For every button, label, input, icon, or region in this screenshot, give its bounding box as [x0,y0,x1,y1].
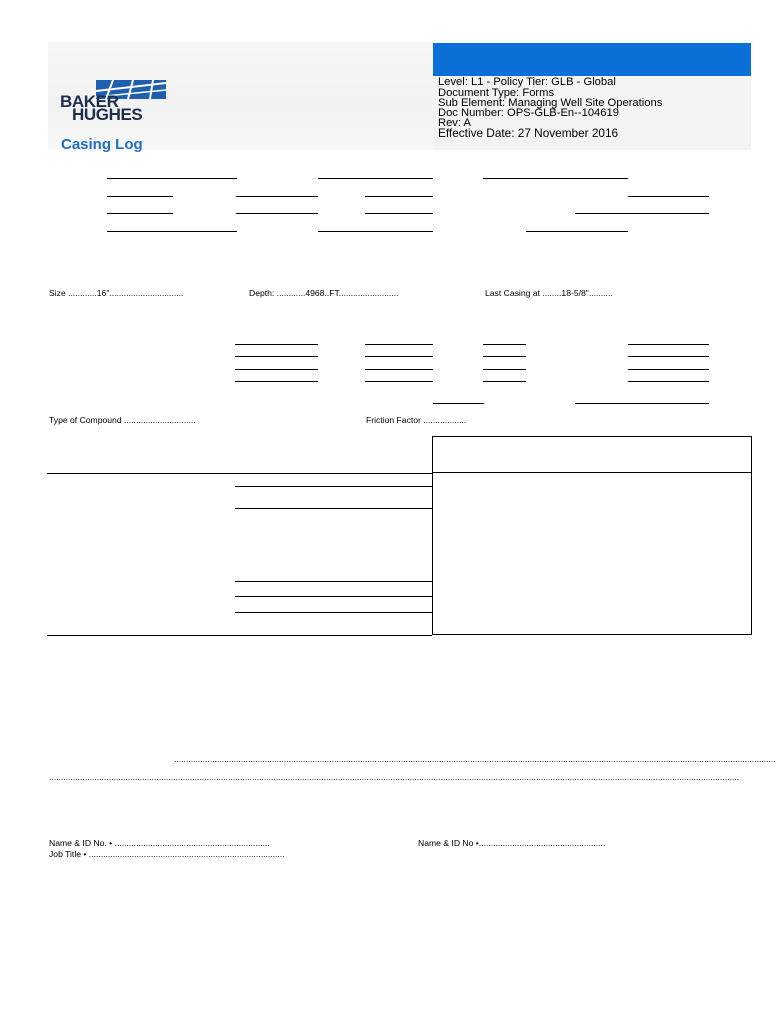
field-line[interactable] [365,344,433,345]
name-id-right: Name & ID No •..................................................... [418,838,606,848]
meta-level: Level: L1 - Policy Tier: GLB - Global [438,76,616,88]
casing-size: Size ............16"............................... [49,288,184,298]
friction-factor: Friction Factor .................. [366,415,467,425]
field-line[interactable] [318,231,433,232]
field-line[interactable] [365,369,433,370]
field-line[interactable] [318,178,433,179]
field-line[interactable] [235,381,318,382]
field-line[interactable] [575,403,709,404]
type-of-compound: Type of Compound .............................. [49,415,196,425]
field-line[interactable] [628,381,709,382]
casing-depth: Depth: ............4968..FT......................... [249,288,399,298]
job-title: Job Title • .................................................................................. [49,849,285,859]
field-line[interactable] [628,196,709,197]
field-line[interactable] [235,356,318,357]
remarks-line-2[interactable]: ................................................................................................................................................................................................................................................................................................. [49,772,740,782]
field-line[interactable] [628,369,709,370]
header-accent-bar [433,43,751,76]
table-header-box [432,436,752,473]
field-line[interactable] [236,196,318,197]
table-right-box[interactable] [432,473,752,635]
remarks-line-1[interactable]: ............................................................................................................................................................................................................................................................ [174,754,776,764]
field-line[interactable] [365,213,433,214]
document-meta [433,76,751,150]
field-line[interactable] [235,344,318,345]
field-line[interactable] [365,356,433,357]
field-line[interactable] [526,231,628,232]
company-logo [58,79,170,125]
field-line[interactable] [483,178,628,179]
field-line[interactable] [365,381,433,382]
field-line[interactable] [107,196,173,197]
last-casing: Last Casing at ........18-5/8".......... [485,288,613,298]
field-line[interactable] [235,486,432,487]
field-line[interactable] [107,213,173,214]
field-line[interactable] [235,369,318,370]
field-line[interactable] [628,344,709,345]
table-bottom-line [47,635,432,636]
meta-doc-number: Doc Number: OPS-GLB-En--104619 [438,107,619,119]
field-line[interactable] [483,356,526,357]
meta-effective-date: Effective Date: 27 November 2016 [438,126,619,140]
table-divider [47,473,432,474]
meta-rev: Rev: A [438,117,471,129]
field-line[interactable] [575,213,709,214]
field-line[interactable] [483,369,526,370]
logo-line-2: HUGHES [72,105,143,124]
field-line[interactable] [236,213,318,214]
field-line[interactable] [107,231,237,232]
field-line[interactable] [483,344,526,345]
field-line[interactable] [628,356,709,357]
field-line[interactable] [235,612,432,613]
field-line[interactable] [433,403,484,404]
field-line[interactable] [235,508,432,509]
field-line[interactable] [483,381,526,382]
field-line[interactable] [107,178,237,179]
form-title: Casing Log [61,136,143,153]
logo-line-1: BAKER [60,92,119,111]
field-line[interactable] [365,196,433,197]
meta-doc-type: Document Type: Forms [438,87,555,99]
field-line[interactable] [235,581,432,582]
name-id-left: Name & ID No. • ................................................................. [49,838,270,848]
field-line[interactable] [235,596,432,597]
meta-sub-element: Sub Element: Managing Well Site Operations [438,97,663,109]
